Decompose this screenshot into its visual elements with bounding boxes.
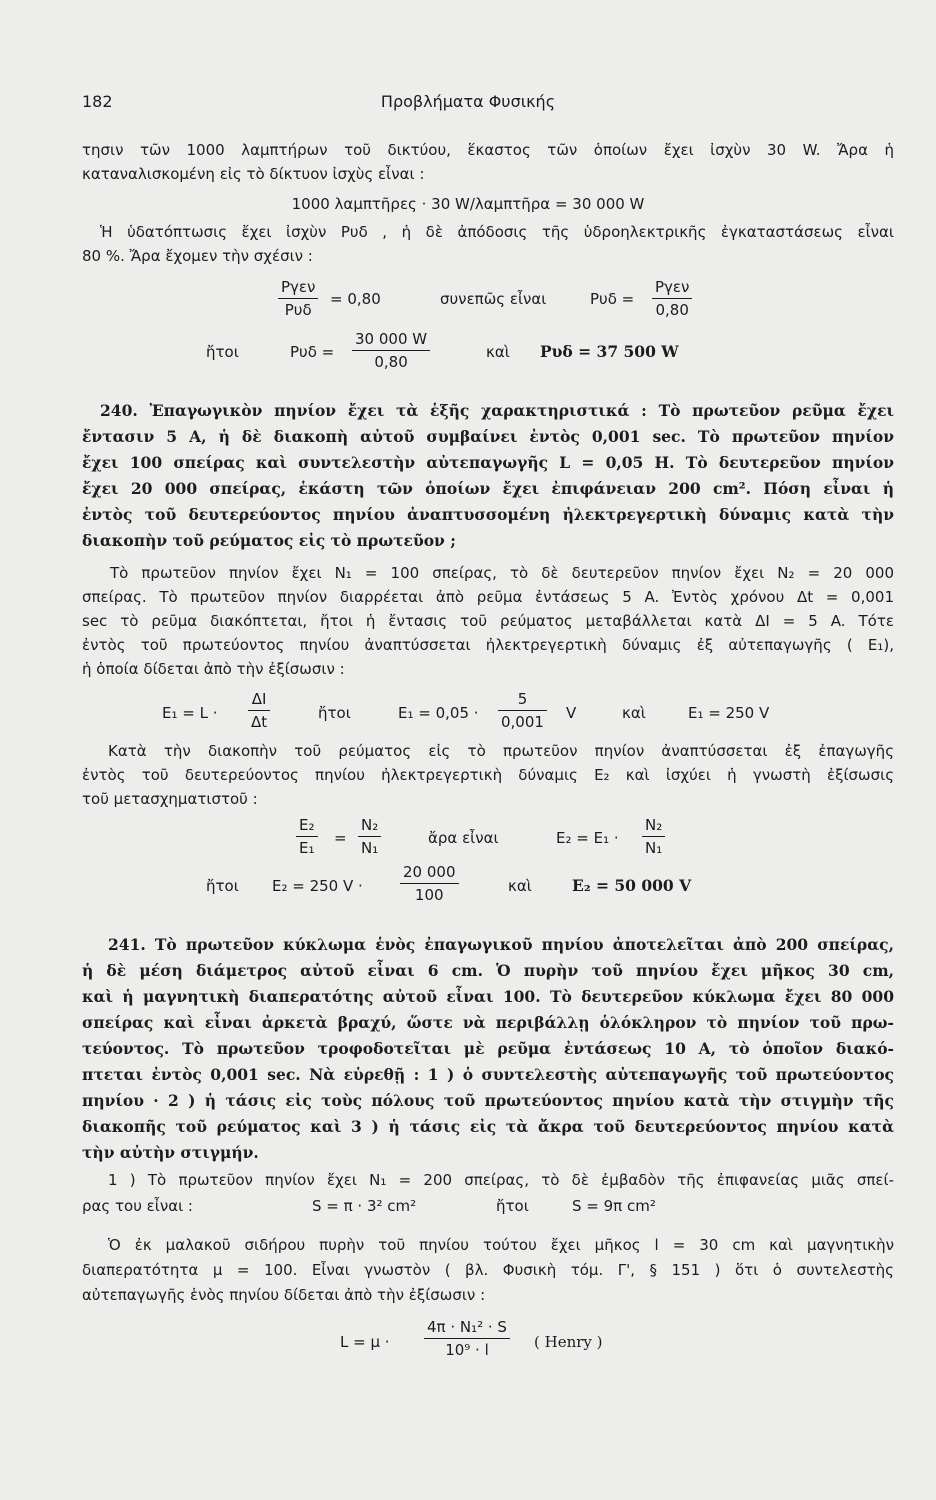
fraction-numerator: Pγεν [281, 278, 316, 296]
fraction-numerator: 5 [517, 690, 528, 708]
e2-lhs: E₂ = E₁ · [556, 829, 619, 847]
pyd-lhs: Pυδ = [590, 290, 635, 308]
fraction-denominator: Δt [248, 710, 270, 731]
problem-241-line-5: τεύοντος. Τὸ πρωτεῦον τροφοδοτεῖται μὲ ρεῦμα ἐντάσεως 10 A, τὸ ὁποῖον διακό- [82, 1039, 894, 1058]
problem-240-line-3: ἔχει 100 σπείρας καὶ συντελεστὴν αὐτεπαγωγῆς L = 0,05 H. Τὸ δευτερεῦον πηνίον [82, 453, 894, 472]
e1-lhs: E₁ = L · [162, 704, 218, 722]
fraction-denominator: 0,80 [352, 350, 430, 371]
inductance-lhs: L = μ · [340, 1333, 390, 1351]
result-e2: E₂ = 50 000 V [572, 876, 692, 895]
fraction-numerator: 20 000 [403, 863, 456, 881]
e2-lhs-2: E₂ = 250 V · [272, 877, 363, 895]
problem-241-line-8: διακοπῆς τοῦ ρεύματος καὶ 3 ) ἡ τάσις εἰς τὰ ἄκρα τοῦ δευτερεύοντος πηνίου κατὰ [82, 1117, 894, 1136]
e1-result: E₁ = 250 V [688, 704, 770, 722]
fraction-denominator: N₁ [642, 836, 665, 857]
fraction-pgen-over-080 [652, 278, 692, 319]
solution-241-line-3: Ὁ ἐκ μαλακοῦ σιδήρου πυρὴν τοῦ πηνίου τούτου ἔχει μῆκος l = 30 cm καὶ μαγνητικὴν [108, 1236, 894, 1254]
fraction-inductance [424, 1318, 510, 1359]
etoi-word: ἤτοι [206, 343, 239, 361]
area-result: S = 9π cm² [572, 1197, 656, 1215]
problem-241-line-3: καὶ ἡ μαγνητικὴ διαπερατότης αὐτοῦ εἶναι 100. Τὸ δευτερεῦον κύκλωμα ἔχει 80 000 [82, 987, 894, 1006]
unit-volt: V [566, 704, 577, 722]
solution-240-line-4: ἐντὸς τοῦ πρωτεύοντος πηνίου ἀναπτύσσεται ἠλεκτρεγερτικὴ δύναμις ἐξ αὐτεπαγωγῆς ( E₁), [82, 636, 894, 654]
pyd-lhs-2: Pυδ = [290, 343, 335, 361]
intro-line-4: 80 %. Ἄρα ἔχομεν τὴν σχέσιν : [82, 247, 313, 265]
problem-241-line-9: τὴν αὐτὴν στιγμήν. [82, 1143, 259, 1162]
fraction-30000-over-080 [352, 330, 430, 371]
solution-240-line-1: Τὸ πρωτεῦον πηνίον ἔχει N₁ = 100 σπείρας, τὸ δὲ δευτερεῦον πηνίον ἔχει N₂ = 20 000 [110, 564, 894, 582]
fraction-denominator: 0,80 [652, 298, 692, 319]
solution-240-line-6: Κατὰ τὴν διακοπὴν τοῦ ρεύματος εἰς τὸ πρωτεῦον πηνίον ἀναπτύσσεται ἐξ ἐπαγωγῆς [108, 742, 894, 760]
fraction-denominator: E₁ [296, 836, 318, 857]
solution-241-line-2a: ρας του εἶναι : [82, 1197, 193, 1215]
fraction-5-over-0001 [498, 690, 547, 731]
fraction-denominator: Pυδ [278, 298, 318, 319]
etoi-word: ἤτοι [318, 704, 351, 722]
fraction-numerator: Pγεν [655, 278, 690, 296]
unit-henry: ( Henry ) [534, 1333, 603, 1351]
kai-word: καὶ [622, 704, 646, 722]
fraction-numerator: 4π · N₁² · S [427, 1318, 507, 1336]
intro-line-3: Ἡ ὑδατόπτωσις ἔχει ἰσχὺν Pυδ , ἡ δὲ ἀπόδοσις τῆς ὑδροηλεκτρικῆς ἐγκαταστάσεως εἶναι [100, 223, 894, 241]
equals-sign: = [334, 829, 347, 847]
problem-240-line-5: ἐντὸς τοῦ δευτερεύοντος πηνίου ἀναπτυσσομένη ἠλεκτρεγερτικὴ δύναμις κατὰ τὴν [82, 505, 894, 524]
fraction-denominator: 10⁹ · l [424, 1338, 510, 1359]
fraction-20000-over-100 [400, 863, 459, 904]
solution-240-line-2: σπείρας. Τὸ πρωτεῦον πηνίον διαρρέεται ἀπὸ ρεῦμα ἐντάσεως 5 A. Ἐντὸς χρόνου Δt = 0,001 [82, 588, 894, 606]
solution-240-line-8: τοῦ μετασχηματιστοῦ : [82, 790, 258, 808]
fraction-numerator: E₂ [299, 816, 315, 834]
fraction-numerator: 30 000 W [355, 330, 428, 348]
running-title: Προβλήματα Φυσικής [380, 92, 556, 111]
page-number: 182 [82, 92, 113, 111]
ara-text: ἄρα εἶναι [428, 829, 499, 847]
problem-241-line-1: 241. Τὸ πρωτεῦον κύκλωμα ἑνὸς ἐπαγωγικοῦ πηνίου ἀποτελεῖται ἀπὸ 200 σπείρας, [108, 935, 894, 954]
kai-word: καὶ [486, 343, 510, 361]
ratio-value: = 0,80 [330, 290, 381, 308]
fraction-denominator: 100 [400, 883, 459, 904]
fraction-dI-over-dt [248, 690, 270, 731]
fraction-numerator: N₂ [361, 816, 379, 834]
fraction-numerator: N₂ [645, 816, 663, 834]
problem-241-line-4: σπείρας καὶ εἶναι ἀρκετὰ βραχύ, ὥστε νὰ περιβάλλῃ ὁλόκληρον τὸ πηνίον τοῦ πρω- [82, 1013, 894, 1032]
intro-line-1: τησιν τῶν 1000 λαμπτήρων τοῦ δικτύου, ἕκαστος τῶν ὁποίων ἔχει ἰσχὺν 30 W. Ἄρα ἡ [82, 141, 894, 159]
consequently-text: συνεπῶς εἶναι [440, 290, 547, 308]
solution-240-line-5: ἡ ὁποία δίδεται ἀπὸ τὴν ἐξίσωσιν : [82, 660, 345, 678]
etoi-word: ἤτοι [206, 877, 239, 895]
problem-240-line-1: 240. Ἐπαγωγικὸν πηνίον ἔχει τὰ ἑξῆς χαρακτηριστικά : Τὸ πρωτεῦον ρεῦμα ἔχει [100, 401, 894, 420]
fraction-pgen-over-pyd [278, 278, 318, 319]
problem-241-line-6: πτεται ἐντὸς 0,001 sec. Νὰ εὑρεθῇ : 1 ) ὁ συντελεστὴς αὐτεπαγωγῆς τοῦ πρωτεύοντος [82, 1065, 894, 1084]
fraction-e2-over-e1 [296, 816, 318, 857]
problem-240-line-4: ἔχει 20 000 σπείρας, ἑκάστη τῶν ὁποίων ἔχει ἐπιφάνειαν 200 cm². Πόση εἶναι ἡ [82, 479, 894, 498]
e2-lhs: E₁ = 0,05 · [398, 704, 479, 722]
fraction-denominator: N₁ [358, 836, 381, 857]
etoi-word: ἤτοι [496, 1197, 529, 1215]
problem-240-line-6: διακοπὴν τοῦ ρεύματος εἰς τὸ πρωτεῦον ; [82, 531, 456, 550]
intro-line-2: καταναλισκομένη εἰς τὸ δίκτυον ἰσχὺς εἶναι : [82, 165, 425, 183]
fraction-n2-over-n1 [358, 816, 381, 857]
fraction-numerator: ΔI [251, 690, 267, 708]
problem-241-line-2: ἡ δὲ μέση διάμετρος αὐτοῦ εἶναι 6 cm. Ὁ πυρὴν τοῦ πηνίου ἔχει μῆκος 30 cm, [82, 961, 894, 980]
problem-240-line-2: ἔντασιν 5 A, ἡ δὲ διακοπὴ αὐτοῦ συμβαίνει ἐντὸς 0,001 sec. Τὸ πρωτεῦον πηνίον [82, 427, 894, 446]
solution-241-line-5: αὐτεπαγωγῆς ἑνὸς πηνίου δίδεται ἀπὸ τὴν ἐξίσωσιν : [82, 1286, 486, 1304]
solution-240-line-3: sec τὸ ρεῦμα διακόπτεται, ἤτοι ἡ ἔντασις τοῦ ρεύματος μεταβάλλεται κατὰ ΔI = 5 A. Τότε [82, 612, 894, 630]
solution-241-line-1: 1 ) Τὸ πρωτεῦον πηνίον ἔχει N₁ = 200 σπείρας, τὸ δὲ ἐμβαδὸν τῆς ἐπιφανείας μιᾶς σπεί- [108, 1171, 894, 1189]
result-pyd: Pυδ = 37 500 W [540, 342, 679, 361]
fraction-n2-over-n1-2 [642, 816, 665, 857]
problem-241-line-7: πηνίου · 2 ) ἡ τάσις εἰς τοὺς πόλους τοῦ πρωτεύοντος πηνίου κατὰ τὴν στιγμὴν τῆς [82, 1091, 894, 1110]
area-equation: S = π · 3² cm² [312, 1197, 417, 1215]
equation-total-power: 1000 λαμπτῆρες · 30 W/λαμπτῆρα = 30 000 W [291, 195, 645, 213]
solution-241-line-4: διαπερατότητα μ = 100. Εἶναι γνωστὸν ( βλ. Φυσικὴ τόμ. Γ', § 151 ) ὅτι ὁ συντελεστὴς [82, 1261, 894, 1279]
fraction-denominator: 0,001 [498, 710, 547, 731]
kai-word: καὶ [508, 877, 532, 895]
solution-240-line-7: ἐντὸς τοῦ δευτερεύοντος πηνίου ἠλεκτρεγερτικὴ δύναμις E₂ καὶ ἰσχύει ἡ γνωστὴ ἐξίσωσις [82, 766, 894, 784]
